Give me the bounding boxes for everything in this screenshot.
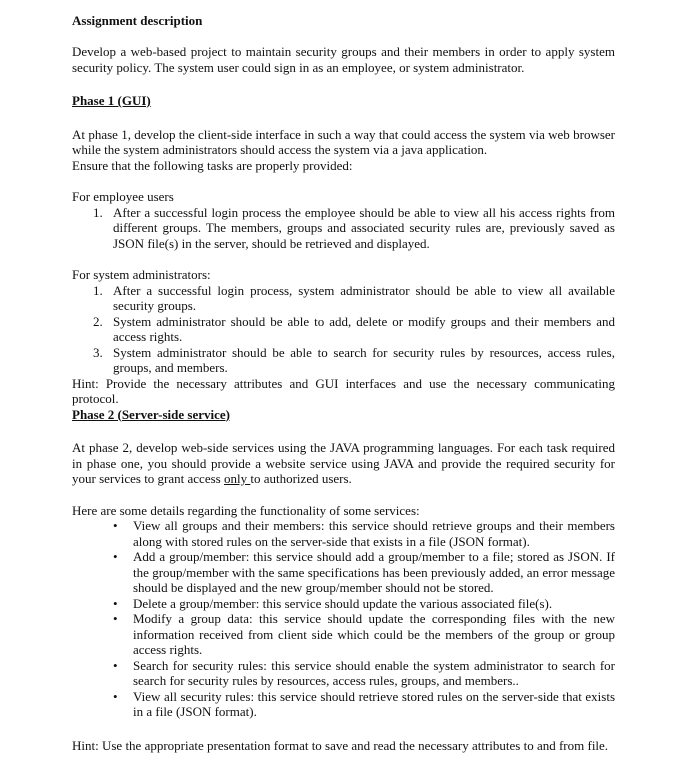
list-item-text: View all groups and their members: this service should retrieve groups and their members along with stored rules on the server-side that exists in a file (JSON format). bbox=[133, 518, 615, 549]
phase1-heading: Phase 1 (GUI) bbox=[72, 93, 151, 108]
phase1-ensure-line: Ensure that the following tasks are properly provided: bbox=[72, 157, 353, 173]
list-item bbox=[72, 658, 615, 689]
list-item bbox=[72, 549, 615, 596]
bullet-icon: • bbox=[113, 595, 118, 611]
services-list bbox=[72, 518, 615, 720]
list-item-text: View all security rules: this service should retrieve stored rules on the server-side that exists in a file (JSON format). bbox=[133, 688, 615, 719]
list-item-text: Add a group/member: this service should add a group/member to a file; stored as JSON. If the group/member with the same specifications has been previously added, an error message should be displayed and the new group/member should not be stored. bbox=[133, 549, 615, 595]
bullet-icon: • bbox=[113, 549, 118, 564]
phase2-hint: Hint: Use the appropriate presentation format to save and read the necessary attributes to and from file. bbox=[72, 737, 609, 753]
list-item bbox=[72, 314, 615, 345]
list-item-text: System administrator should be able to add, delete or modify groups and their members and access rights. bbox=[113, 313, 615, 344]
phase2-heading: Phase 2 (Server-side service) bbox=[72, 406, 230, 422]
list-number: 3. bbox=[93, 344, 103, 360]
list-item bbox=[72, 596, 615, 612]
bullet-icon: • bbox=[113, 688, 118, 704]
list-item bbox=[72, 611, 615, 658]
phase2-intro bbox=[72, 440, 615, 487]
services-details-label: Here are some details regarding the functionality of some services: bbox=[72, 502, 420, 518]
phase1-hint: Hint: Provide the necessary attributes and GUI interfaces and use the necessary communicating protocol. bbox=[72, 375, 615, 406]
bullet-icon: • bbox=[113, 657, 118, 673]
list-item-text: After a successful login process, system administrator should be able to view all available security groups. bbox=[113, 282, 615, 313]
phase2-intro-text-end: to authorized users. bbox=[250, 471, 352, 486]
list-item bbox=[72, 518, 615, 549]
list-number: 2. bbox=[93, 313, 103, 329]
phase2-intro-text: At phase 2, develop web-side services using the JAVA programming languages. For each task required in phase one, you should provide a website service using JAVA and provide the required security for your services to grant access bbox=[72, 440, 615, 486]
bullet-icon: • bbox=[113, 518, 118, 533]
system-administrators-label: For system administrators: bbox=[72, 267, 211, 282]
list-number: 1. bbox=[93, 204, 103, 220]
admin-task-list bbox=[72, 283, 615, 376]
list-item bbox=[72, 345, 615, 376]
document-title: Assignment description bbox=[72, 13, 203, 28]
list-item bbox=[72, 283, 615, 314]
list-item-text: Delete a group/member: this service should update the various associated file(s). bbox=[133, 595, 553, 611]
underlined-only: only bbox=[223, 471, 251, 486]
list-item-text: Search for security rules: this service should enable the system administrator to search for search for security rules by resources, access rules, groups, and members.. bbox=[133, 657, 615, 688]
list-item bbox=[72, 689, 615, 720]
intro-paragraph: Develop a web-based project to maintain security groups and their members in order to apply system security policy. The system user could sign in as an employee, or system administrator. bbox=[72, 44, 615, 75]
bullet-icon: • bbox=[113, 611, 118, 626]
list-item-text: System administrator should be able to search for security rules by resources, access rules, groups, and members. bbox=[113, 344, 615, 375]
list-item-text: After a successful login process the employee should be able to view all his access rights from different groups. The members, groups and associated security rules are, previously saved as JSON file(s) in the server, should be retrieved and displayed. bbox=[113, 204, 615, 251]
employee-task-list bbox=[72, 205, 615, 252]
list-item-text: Modify a group data: this service should update the corresponding files with the new information received from client side which could be the members of the group or group access rights. bbox=[133, 611, 615, 657]
document-page bbox=[72, 13, 615, 753]
list-item bbox=[72, 205, 615, 252]
phase1-intro: At phase 1, develop the client-side interface in such a way that could access the system via web browser while the system administrators should access the system via a java application. bbox=[72, 126, 615, 157]
employee-users-label: For employee users bbox=[72, 189, 174, 204]
list-number: 1. bbox=[93, 282, 103, 298]
